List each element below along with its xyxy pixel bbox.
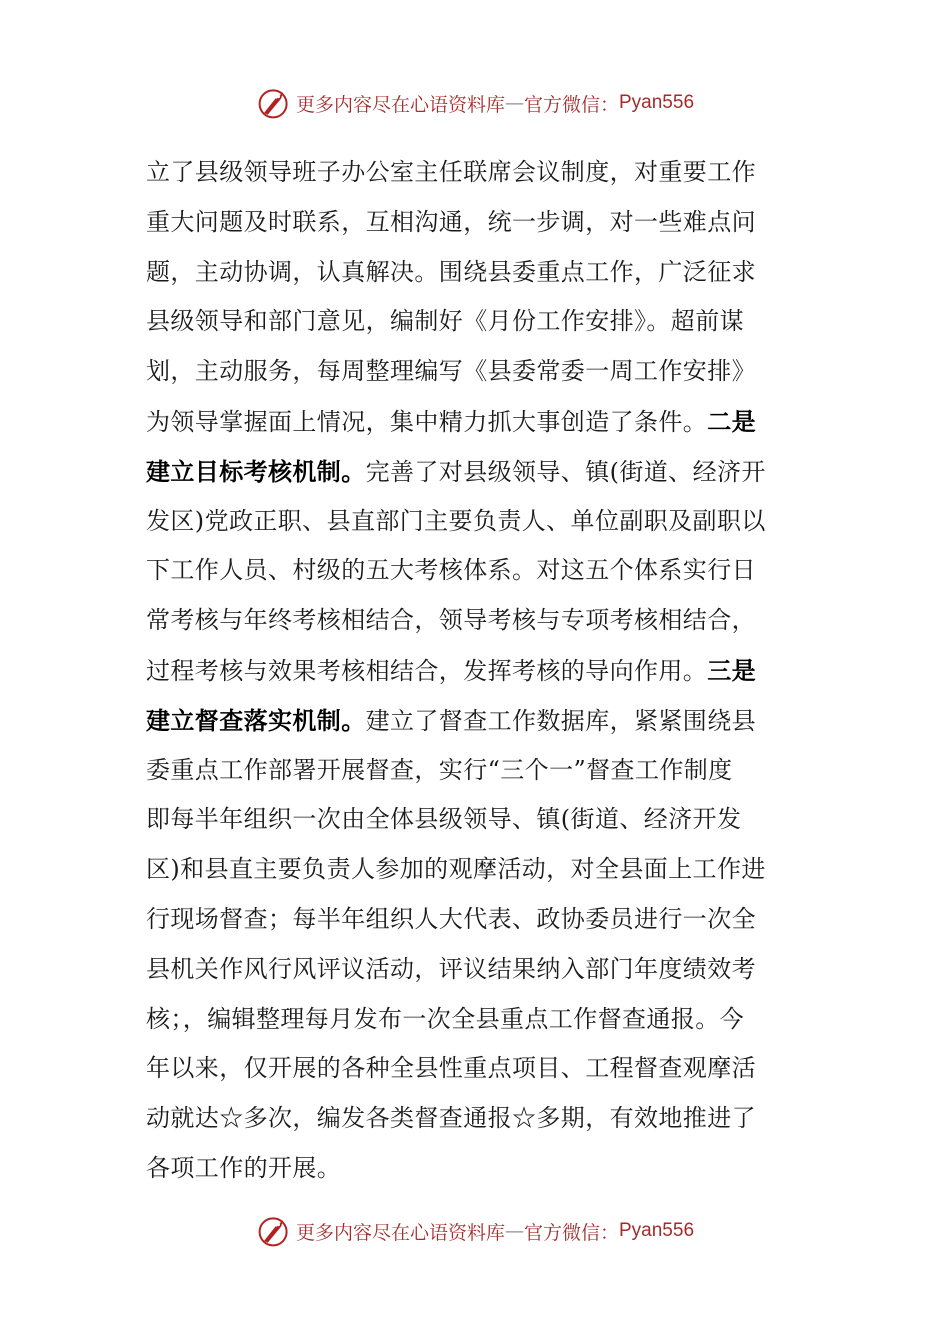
- text-segment: 行现场督查；每半年组织人大代表、政协委员进行一次全: [146, 904, 756, 933]
- text-segment: 各项工作的开展。: [146, 1153, 342, 1182]
- text-segment: 题，主动协调，认真解决。围绕县委重点工作，广泛征求: [146, 257, 756, 286]
- bold-text-segment: 建立目标考核机制。: [146, 456, 366, 486]
- pen-nib-icon: [256, 85, 292, 121]
- text-line: [146, 546, 808, 596]
- text-line: [146, 696, 808, 746]
- text-line: [146, 795, 808, 845]
- text-line: [146, 297, 808, 347]
- text-line: [146, 1094, 808, 1144]
- text-segment: 常考核与年终考核相结合，领导考核与专项考核相结合，: [146, 606, 756, 635]
- banner-wechat-label: 官方微信：: [523, 93, 619, 116]
- text-segment: 为领导掌握面上情况，集中精力抓大事创造了条件。: [146, 407, 708, 436]
- text-segment: 即每半年组织一次由全体县级领导、镇(街道、经济开发: [146, 805, 742, 834]
- text-line: [146, 596, 808, 646]
- text-segment: 划，主动服务，每周整理编写《县委常委一周工作安排》: [146, 357, 756, 386]
- text-segment: 年以来，仅开展的各种全县性重点项目、工程督查观摩活: [146, 1054, 756, 1083]
- text-line: [146, 945, 808, 995]
- bold-text-segment: 二是: [707, 406, 757, 436]
- banner-title: 更多内容尽在心语资料库: [295, 93, 505, 116]
- document-body: [146, 148, 808, 1194]
- text-segment: 区)和县直主要负责人参加的观摩活动，对全县面上工作进: [146, 855, 766, 884]
- text-line: [146, 497, 808, 547]
- footer-banner: [0, 1211, 950, 1251]
- text-segment: 完善了对县级领导、镇(街道、经济开: [365, 457, 766, 486]
- text-segment: 下工作人员、村级的五大考核体系。对这五个体系实行日: [146, 556, 756, 585]
- banner-wechat-handle: Pyan556: [619, 92, 695, 113]
- text-line: [146, 248, 808, 298]
- text-segment: 县级领导和部门意见，编制好《月份工作安排》。超前谋: [146, 307, 744, 336]
- text-segment: 核；，编辑整理每月发布一次全县重点工作督查通报。今: [146, 1004, 744, 1033]
- text-segment: 过程考核与效果考核相结合，发挥考核的导向作用。: [146, 656, 708, 685]
- text-line: [146, 198, 808, 248]
- bold-text-segment: 三是: [707, 655, 757, 685]
- text-line: [146, 895, 808, 945]
- banner-separator: —: [504, 1220, 524, 1242]
- text-segment: 委重点工作部署开展督查，实行“三个一”督查工作制度: [146, 755, 733, 784]
- text-line: [146, 1044, 808, 1094]
- text-segment: 动就达☆多次，编发各类督查通报☆多期，有效地推进了: [146, 1104, 756, 1133]
- banner-separator: —: [504, 92, 524, 114]
- text-line: [146, 347, 808, 397]
- text-line: [146, 447, 808, 497]
- text-line: [146, 746, 808, 796]
- text-line: [146, 1144, 808, 1194]
- banner-wechat-label: 官方微信：: [523, 1221, 619, 1244]
- text-segment: 县机关作风行风评议活动，评议结果纳入部门年度绩效考: [146, 954, 756, 983]
- header-banner: [0, 83, 950, 123]
- text-line: [146, 646, 808, 696]
- text-line: [146, 845, 808, 895]
- banner-title: 更多内容尽在心语资料库: [295, 1221, 505, 1244]
- bold-text-segment: 建立督查落实机制。: [146, 705, 366, 735]
- text-segment: 建立了督查工作数据库，紧紧围绕县: [365, 706, 757, 735]
- pen-nib-icon: [256, 1213, 292, 1249]
- text-segment: 发区)党政正职、县直部门主要负责人、单位副职及副职以: [146, 506, 766, 535]
- text-line: [146, 397, 808, 447]
- text-line: [146, 995, 808, 1045]
- banner-wechat-handle: Pyan556: [619, 1220, 695, 1241]
- text-segment: 重大问题及时联系，互相沟通，统一步调，对一些难点问: [146, 207, 756, 236]
- text-line: [146, 148, 808, 198]
- text-segment: 立了县级领导班子办公室主任联席会议制度，对重要工作: [146, 158, 756, 186]
